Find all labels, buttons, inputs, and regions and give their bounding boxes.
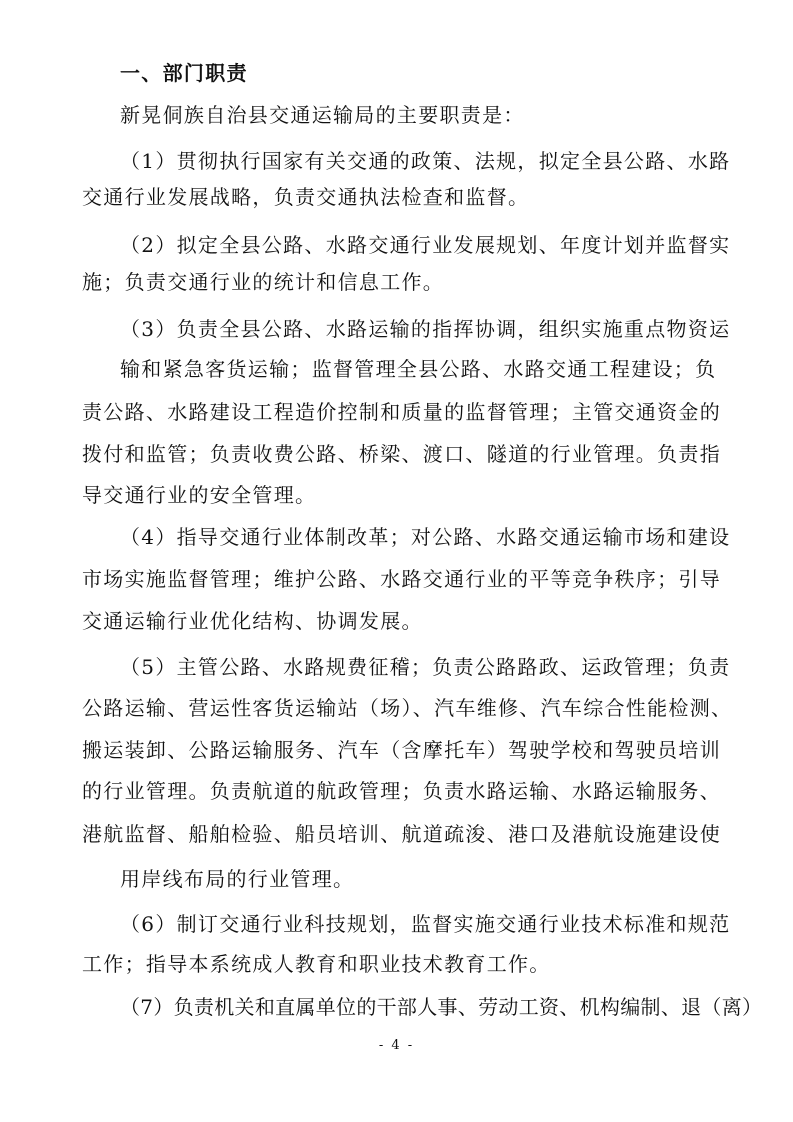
body-line: 交通行业发展战略，负责交通执法检查和监督。: [82, 185, 530, 209]
body-line: 输和紧急客货运输；监督管理全县公路、水路交通工程建设；负: [120, 357, 717, 381]
body-line: 搬运装卸、公路运输服务、汽车（含摩托车）驾驶学校和驾驶员培训: [82, 738, 721, 762]
body-line: 的行业管理。负责航道的航政管理；负责水路运输、水路运输服务、: [82, 779, 721, 803]
body-line: （1）贯彻执行国家有关交通的政策、法规，拟定全县公路、水路: [120, 149, 731, 173]
body-line: 市场实施监督管理；维护公路、水路交通行业的平等竞争秩序；引导: [82, 567, 721, 591]
body-line: 港航监督、船舶检验、船员培训、航道疏浚、港口及港航设施建设使: [82, 822, 721, 846]
body-line: 拨付和监管；负责收费公路、桥梁、渡口、隧道的行业管理。负责指: [82, 442, 721, 466]
body-line: 施；负责交通行业的统计和信息工作。: [82, 270, 445, 294]
body-line: 公路运输、营运性客货运输站（场）、汽车维修、汽车综合性能检测、: [82, 696, 733, 720]
body-line: 用岸线布局的行业管理。: [120, 867, 355, 891]
body-line: 责公路、水路建设工程造价控制和质量的监督管理；主管交通资金的: [82, 400, 721, 424]
body-line: （6）制订交通行业科技规划，监督实施交通行业技术标准和规范: [120, 912, 731, 936]
body-line: （3）负责全县公路、水路运输的指挥协调，组织实施重点物资运: [120, 317, 731, 341]
page-number: - 4 -: [378, 1038, 415, 1053]
body-line: 交通运输行业优化结构、协调发展。: [82, 609, 423, 633]
body-line: （2）拟定全县公路、水路交通行业发展规划、年度计划并监督实: [120, 233, 731, 257]
body-line: （5）主管公路、水路规费征稽；负责公路路政、运政管理；负责: [120, 655, 731, 679]
body-line: （4）指导交通行业体制改革；对公路、水路交通运输市场和建设: [120, 525, 731, 549]
intro-line: 新晃侗族自治县交通运输局的主要职责是：: [120, 103, 525, 127]
section-heading: 一、部门职责: [120, 61, 248, 85]
body-line: （7）负责机关和直属单位的干部人事、劳动工资、机构编制、退（离）: [120, 995, 763, 1019]
body-line: 导交通行业的安全管理。: [82, 483, 317, 507]
body-line: 工作；指导本系统成人教育和职业技术教育工作。: [82, 952, 551, 976]
